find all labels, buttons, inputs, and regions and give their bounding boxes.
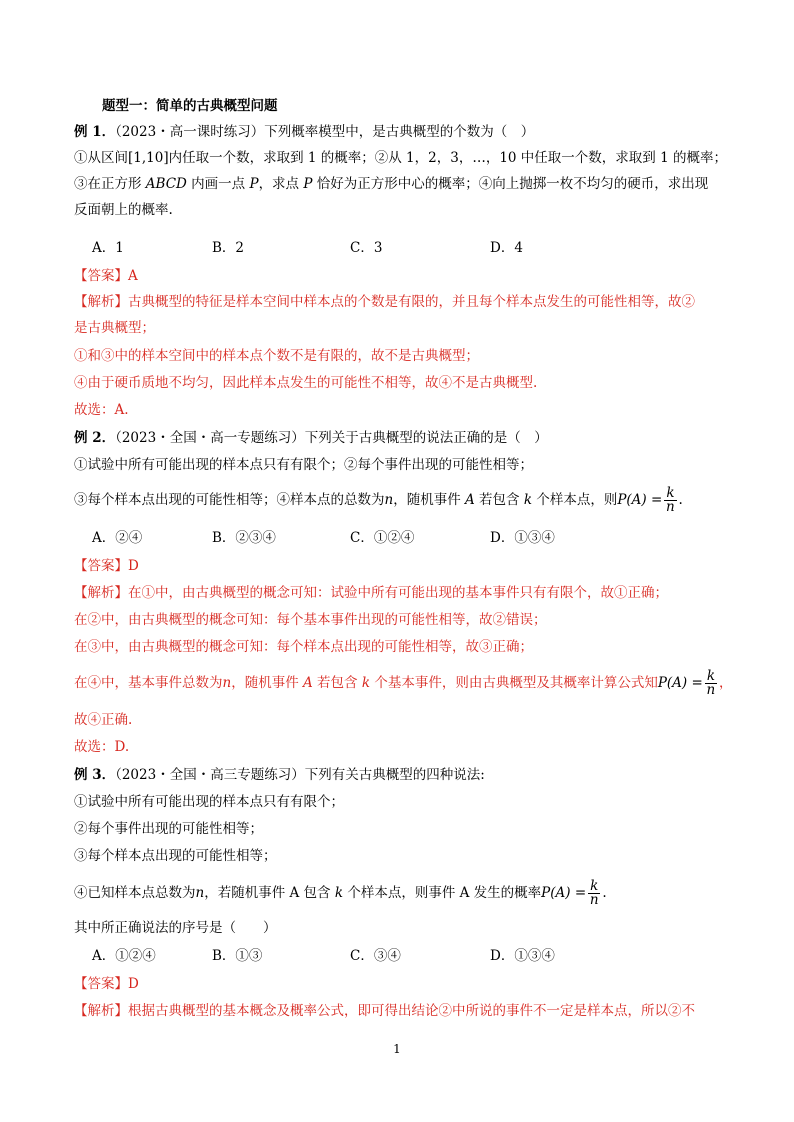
option-b: B．2 <box>212 240 245 256</box>
example-2-analysis-6: 故选：D. <box>74 739 130 755</box>
example-3-line-4: ④已知样本点总数为n，若随机事件 A 包含 k 个样本点，则事件 A 发生的概率P(A) = $\frac{k}{n}$ . <box>74 878 607 908</box>
example-3-analysis: 【解析】根据古典概型的基本概念及概率公式，即可得出结论②中所说的事件不一定是样本点，所以②不 <box>74 1003 695 1019</box>
example-1-answer: 【答案】A <box>74 268 138 284</box>
option-c: C．①②④ <box>350 530 415 546</box>
example-1-line-3: 反面朝上的概率. <box>74 202 173 218</box>
section-title: 题型一：简单的古典概型问题 <box>102 98 278 114</box>
option-c: C．③④ <box>350 948 401 964</box>
fraction-k-over-n: $\frac{k}{n}$ <box>666 485 675 515</box>
option-d: D．①③④ <box>490 948 555 964</box>
example-3-question: 其中所正确说法的序号是（ ） <box>74 920 277 936</box>
example-1-analysis-3: ①和③中的样本空间中的样本点个数不是有限的，故不是古典概型； <box>74 348 479 364</box>
example-1-analysis-2: 是古典概型； <box>74 320 155 336</box>
option-c: C．3 <box>350 240 383 256</box>
example-2-line-2: ③每个样本点出现的可能性相等；④样本点的总数为n，随机事件 A 若包含 k 个样本点，则P(A) = $\frac{k}{n}$ . <box>74 485 683 515</box>
example-2-analysis-4: 在④中，基本事件总数为n，随机事件 A 若包含 k 个基本事件，则由古典概型及其概率计算公式知P(A) = $\frac{k}{n}$ ， <box>74 668 733 698</box>
example-3-answer: 【答案】D <box>74 976 139 992</box>
option-b: B．②③④ <box>212 530 276 546</box>
example-1-analysis-5: 故选：A. <box>74 402 129 418</box>
option-d: D．①③④ <box>490 530 555 546</box>
example-2-analysis-2: 在②中，由古典概型的概念可知：每个基本事件出现的可能性相等，故②错误； <box>74 612 547 628</box>
example-1-header: 例 1．（2023・高一课时练习）下列概率模型中，是古典概型的个数为（ ） <box>74 124 535 140</box>
option-a: A．①②④ <box>92 948 156 964</box>
example-1-line-1: ①从区间[1,10]内任取一个数，求取到 1 的概率；②从 1，2，3，…，10 中任取一个数，求取到 1 的概率； <box>74 150 727 166</box>
example-2-analysis-3: 在③中，由古典概型的概念可知：每个样本点出现的可能性相等，故③正确； <box>74 639 533 655</box>
example-3-line-3: ③每个样本点出现的可能性相等； <box>74 848 277 864</box>
example-2-line-1: ①试验中所有可能出现的样本点只有有限个；②每个事件出现的可能性相等； <box>74 457 533 473</box>
example-2-analysis-1: 【解析】在①中，由古典概型的概念可知：试验中所有可能出现的基本事件只有有限个，故①正确； <box>74 585 668 601</box>
example-1-analysis-1: 【解析】古典概型的特征是样本空间中样本点的个数是有限的，并且每个样本点发生的可能性相等，故② <box>74 294 695 310</box>
example-2-analysis-5: 故④正确. <box>74 712 133 728</box>
example-1-analysis-4: ④由于硬币质地不均匀，因此样本点发生的可能性不相等，故④不是古典概型. <box>74 375 538 391</box>
example-3-header: 例 3．（2023・全国・高三专题练习）下列有关古典概型的四种说法: <box>74 767 485 783</box>
option-a: A．1 <box>92 240 124 256</box>
example-3-line-1: ①试验中所有可能出现的样本点只有有限个； <box>74 794 344 810</box>
option-d: D．4 <box>490 240 523 256</box>
example-1-line-2: ③在正方形 ABCD 内画一点 P，求点 P 恰好为正方形中心的概率；④向上抛掷一枚不均匀的硬币，求出现 <box>74 176 709 192</box>
option-a: A．②④ <box>92 530 143 546</box>
example-2-header: 例 2．（2023・全国・高一专题练习）下列关于古典概型的说法正确的是（ ） <box>74 430 548 446</box>
page-number: 1 <box>393 1042 401 1056</box>
example-3-line-2: ②每个事件出现的可能性相等； <box>74 821 263 837</box>
example-2-answer: 【答案】D <box>74 558 139 574</box>
option-b: B．①③ <box>212 948 263 964</box>
